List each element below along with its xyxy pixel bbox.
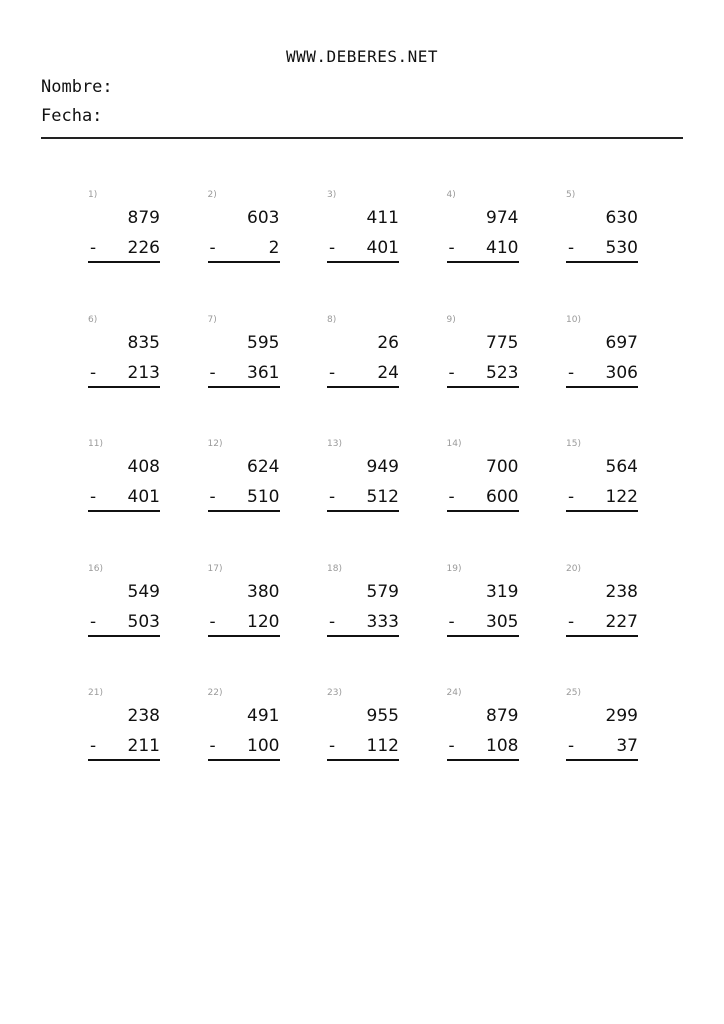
problem-number: 5) bbox=[566, 190, 576, 200]
problem-number: 14) bbox=[446, 439, 462, 449]
minuend: 26 bbox=[377, 332, 399, 353]
subtrahend: 523 bbox=[486, 362, 519, 383]
problem-number: 3) bbox=[327, 190, 337, 200]
minuend: 319 bbox=[486, 581, 519, 602]
minus-sign: - bbox=[329, 362, 336, 383]
minuend: 411 bbox=[366, 208, 399, 228]
subtraction-problem bbox=[445, 186, 521, 276]
subtrahend: 213 bbox=[127, 362, 160, 383]
minus-sign: - bbox=[329, 238, 336, 258]
subtraction-problem bbox=[206, 684, 282, 774]
answer-line bbox=[566, 386, 638, 388]
problem-number: 17) bbox=[207, 563, 223, 574]
subtraction-problem bbox=[564, 560, 640, 650]
minuend: 603 bbox=[247, 208, 280, 228]
subtrahend: 2 bbox=[268, 238, 280, 258]
minuend: 549 bbox=[127, 581, 160, 602]
problem-number: 13) bbox=[327, 439, 342, 449]
answer-line bbox=[566, 510, 638, 512]
answer-line bbox=[208, 635, 280, 637]
subtrahend: 112 bbox=[366, 736, 399, 756]
minus-sign: - bbox=[448, 487, 455, 507]
minus-sign: - bbox=[90, 736, 97, 756]
minus-sign: - bbox=[90, 362, 97, 383]
minus-sign: - bbox=[329, 611, 336, 632]
minus-sign: - bbox=[209, 238, 216, 258]
minus-sign: - bbox=[568, 611, 575, 632]
answer-line bbox=[327, 510, 399, 512]
problem-number: 23) bbox=[327, 688, 342, 698]
minuend: 955 bbox=[366, 706, 399, 726]
minus-sign: - bbox=[568, 487, 575, 507]
subtraction-problem bbox=[325, 684, 401, 774]
problem-number: 24) bbox=[446, 688, 462, 698]
answer-line bbox=[88, 261, 160, 263]
minuend: 775 bbox=[486, 332, 519, 353]
subtraction-problem bbox=[445, 311, 521, 401]
minuend: 408 bbox=[127, 457, 160, 477]
subtraction-problem bbox=[86, 684, 162, 774]
subtraction-problem bbox=[206, 186, 282, 276]
problem-number: 20) bbox=[566, 563, 581, 574]
answer-line bbox=[327, 261, 399, 263]
name-label: Nombre: bbox=[41, 77, 113, 97]
minus-sign: - bbox=[448, 736, 455, 756]
minuend: 700 bbox=[486, 457, 519, 477]
minuend: 624 bbox=[247, 457, 280, 477]
problem-number: 25) bbox=[566, 688, 581, 698]
subtrahend: 512 bbox=[366, 487, 399, 507]
minuend: 879 bbox=[127, 208, 160, 228]
minuend: 879 bbox=[486, 706, 519, 726]
answer-line bbox=[566, 261, 638, 263]
subtrahend: 24 bbox=[377, 362, 399, 383]
minus-sign: - bbox=[209, 487, 216, 507]
subtrahend: 401 bbox=[366, 238, 399, 258]
answer-line bbox=[447, 261, 519, 263]
answer-line bbox=[88, 510, 160, 512]
subtraction-problem bbox=[564, 435, 640, 525]
minus-sign: - bbox=[90, 611, 97, 632]
subtraction-problem bbox=[325, 311, 401, 401]
subtrahend: 120 bbox=[247, 611, 280, 632]
answer-line bbox=[327, 759, 399, 761]
answer-line bbox=[208, 759, 280, 761]
answer-line bbox=[447, 759, 519, 761]
minuend: 238 bbox=[127, 706, 160, 726]
minuend: 380 bbox=[247, 581, 280, 602]
minus-sign: - bbox=[209, 362, 216, 383]
subtrahend: 401 bbox=[127, 487, 160, 507]
answer-line bbox=[208, 510, 280, 512]
problem-number: 6) bbox=[88, 314, 98, 325]
subtraction-problem bbox=[325, 435, 401, 525]
minuend: 238 bbox=[605, 581, 638, 602]
problem-number: 2) bbox=[207, 190, 217, 200]
minuend: 974 bbox=[486, 208, 519, 228]
subtrahend: 211 bbox=[127, 736, 160, 756]
subtrahend: 306 bbox=[605, 362, 638, 383]
minuend: 579 bbox=[366, 581, 399, 602]
answer-line bbox=[327, 635, 399, 637]
problem-number: 19) bbox=[446, 563, 462, 574]
answer-line bbox=[447, 635, 519, 637]
problem-number: 8) bbox=[327, 314, 337, 325]
minuend: 299 bbox=[605, 706, 638, 726]
subtraction-problem bbox=[564, 311, 640, 401]
minus-sign: - bbox=[329, 736, 336, 756]
date-label: Fecha: bbox=[41, 106, 103, 126]
answer-line bbox=[566, 759, 638, 761]
subtrahend: 503 bbox=[127, 611, 160, 632]
site-url: WWW.DEBERES.NET bbox=[286, 47, 438, 66]
subtraction-problem bbox=[206, 560, 282, 650]
subtraction-problem bbox=[564, 684, 640, 774]
answer-line bbox=[208, 386, 280, 388]
minuend: 835 bbox=[127, 332, 160, 353]
subtraction-problem bbox=[445, 435, 521, 525]
subtraction-problem bbox=[86, 186, 162, 276]
subtraction-problem bbox=[325, 560, 401, 650]
subtrahend: 530 bbox=[605, 238, 638, 258]
problem-number: 18) bbox=[327, 563, 342, 574]
subtrahend: 333 bbox=[366, 611, 399, 632]
problem-number: 22) bbox=[207, 688, 223, 698]
subtraction-problem bbox=[86, 435, 162, 525]
problem-number: 9) bbox=[446, 314, 456, 325]
problem-number: 10) bbox=[566, 314, 581, 325]
minus-sign: - bbox=[448, 362, 455, 383]
minuend: 491 bbox=[247, 706, 280, 726]
problem-number: 16) bbox=[88, 563, 103, 574]
subtraction-problem bbox=[325, 186, 401, 276]
answer-line bbox=[447, 510, 519, 512]
subtraction-problem bbox=[86, 560, 162, 650]
minuend: 949 bbox=[366, 457, 399, 477]
problem-number: 1) bbox=[88, 190, 98, 200]
problem-number: 12) bbox=[207, 439, 223, 449]
subtraction-problem bbox=[564, 186, 640, 276]
header-divider bbox=[41, 137, 683, 139]
minus-sign: - bbox=[90, 487, 97, 507]
subtraction-problem bbox=[445, 684, 521, 774]
minuend: 595 bbox=[247, 332, 280, 353]
subtraction-problem bbox=[206, 311, 282, 401]
subtraction-problem bbox=[86, 311, 162, 401]
subtraction-problem bbox=[206, 435, 282, 525]
problem-number: 4) bbox=[446, 190, 456, 200]
answer-line bbox=[208, 261, 280, 263]
subtrahend: 226 bbox=[127, 238, 160, 258]
minus-sign: - bbox=[568, 238, 575, 258]
subtrahend: 510 bbox=[247, 487, 280, 507]
minus-sign: - bbox=[448, 238, 455, 258]
problem-number: 7) bbox=[207, 314, 217, 325]
problem-number: 15) bbox=[566, 439, 581, 449]
minus-sign: - bbox=[329, 487, 336, 507]
subtrahend: 108 bbox=[486, 736, 519, 756]
subtraction-problem bbox=[445, 560, 521, 650]
answer-line bbox=[447, 386, 519, 388]
minus-sign: - bbox=[90, 238, 97, 258]
minus-sign: - bbox=[209, 736, 216, 756]
subtrahend: 122 bbox=[605, 487, 638, 507]
subtrahend: 100 bbox=[247, 736, 280, 756]
subtrahend: 227 bbox=[605, 611, 638, 632]
minus-sign: - bbox=[568, 736, 575, 756]
minuend: 564 bbox=[605, 457, 638, 477]
subtrahend: 600 bbox=[486, 487, 519, 507]
problem-number: 11) bbox=[88, 439, 103, 449]
subtrahend: 361 bbox=[247, 362, 280, 383]
minuend: 697 bbox=[605, 332, 638, 353]
answer-line bbox=[88, 635, 160, 637]
subtrahend: 305 bbox=[486, 611, 519, 632]
answer-line bbox=[566, 635, 638, 637]
answer-line bbox=[88, 759, 160, 761]
minuend: 630 bbox=[605, 208, 638, 228]
subtrahend: 410 bbox=[486, 238, 519, 258]
answer-line bbox=[327, 386, 399, 388]
minus-sign: - bbox=[448, 611, 455, 632]
subtrahend: 37 bbox=[616, 736, 638, 756]
answer-line bbox=[88, 386, 160, 388]
minus-sign: - bbox=[568, 362, 575, 383]
problem-number: 21) bbox=[88, 688, 103, 698]
problems-grid bbox=[86, 186, 684, 809]
minus-sign: - bbox=[209, 611, 216, 632]
